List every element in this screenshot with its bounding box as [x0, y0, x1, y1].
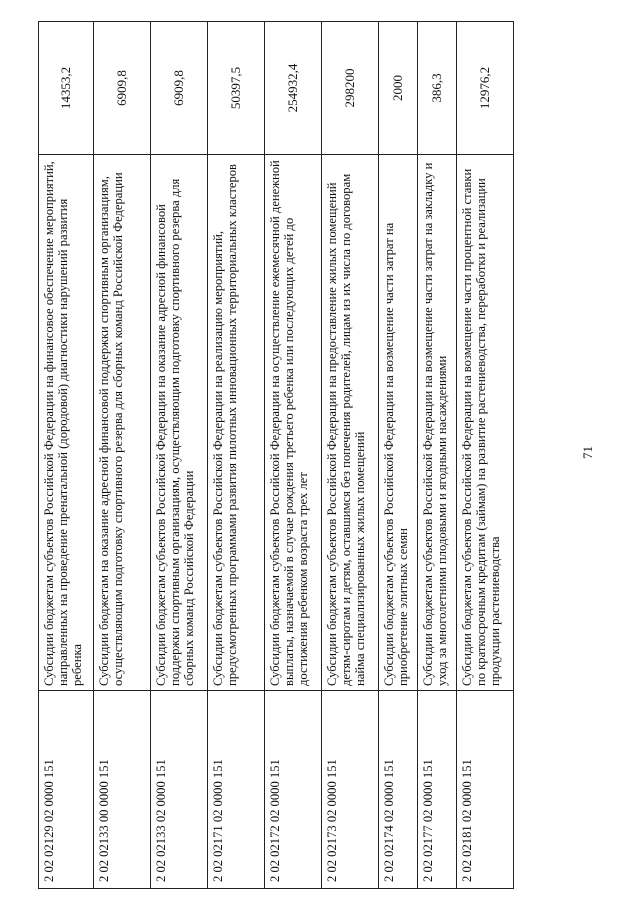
row-description: Субсидии бюджетам субъектов Российской Федерации на возмещение части затрат на закладку и уход за многолетними плодовыми и ягодными насаждениями: [418, 154, 456, 690]
row-code: 2 02 02172 02 0000 151: [265, 690, 321, 888]
row-code: 2 02 02173 02 0000 151: [322, 690, 378, 888]
row-amount: 6909,8: [114, 70, 129, 106]
table-row: [457, 22, 513, 888]
row-amount: 298200: [342, 68, 357, 108]
table-row: [418, 22, 457, 888]
row-description: Субсидии бюджетам субъектов Российской Федерации на осуществление ежемесячной денежной выплаты, назначаемой в случае рождения третьего ребенка или последующих детей до достижения ребенком возраста трех лет: [265, 154, 321, 690]
table-row: [208, 22, 265, 888]
table-row: [322, 22, 379, 888]
row-description: Субсидии бюджетам субъектов Российской Федерации на предоставление жилых помещений детям-сиротам и детям, оставшимся без попечения родителей, лицам из их числа по договорам найма специализированных жилых помещений: [322, 154, 378, 690]
table-row: [94, 22, 151, 888]
table-row: [151, 22, 208, 888]
row-amount: 6909,8: [171, 70, 186, 106]
row-description: Субсидии бюджетам на оказание адресной финансовой поддержки спортивным организациям, осуществляющим подготовку спортивного резерва для сборных команд Российской Федерации: [94, 154, 150, 690]
table-row: [39, 22, 94, 888]
table-row: [379, 22, 418, 888]
row-amount: 2000: [390, 75, 405, 101]
row-amount: 12976,2: [477, 66, 492, 110]
row-code: 2 02 02181 02 0000 151: [457, 690, 513, 888]
row-code: 2 02 02133 02 0000 151: [151, 690, 207, 888]
row-description: Субсидии бюджетам субъектов Российской Федерации на возмещение части затрат на приобретение элитных семян: [379, 154, 417, 690]
page-number: 71: [580, 446, 595, 459]
row-code: 2 02 02174 02 0000 151: [379, 690, 417, 888]
row-amount: 50397,5: [228, 66, 243, 110]
row-amount: 386,3: [429, 73, 444, 103]
table-row: [265, 22, 322, 888]
row-amount: 14353,2: [58, 66, 73, 110]
row-code: 2 02 02171 02 0000 151: [208, 690, 264, 888]
row-code: 2 02 02133 00 0000 151: [94, 690, 150, 888]
row-amount: 254932,4: [285, 63, 300, 113]
row-description: Субсидии бюджетам субъектов Российской Федерации на финансовое обеспечение мероприятий, направленных на проведение пренатальной (дородовой) диагностики нарушений развития ребенка: [39, 154, 93, 690]
row-description: Субсидии бюджетам субъектов Российской Федерации на оказание адресной финансовой поддержки спортивным организациям, осуществляющим подготовку спортивного резерва для сборных команд Российской Федерации: [151, 154, 207, 690]
row-description: Субсидии бюджетам субъектов Российской Федерации на реализацию мероприятий, предусмотренных программами развития пилотных инновационных территориальных кластеров: [208, 154, 264, 690]
row-description: Субсидии бюджетам субъектов Российской Федерации на возмещение части процентной ставки по краткосрочным кредитам (займам) на развитие растениеводства, переработки и реализации продукции растениеводства: [457, 154, 513, 690]
row-code: 2 02 02177 02 0000 151: [418, 690, 456, 888]
budget-table: [38, 21, 514, 889]
row-code: 2 02 02129 02 0000 151: [39, 690, 93, 888]
